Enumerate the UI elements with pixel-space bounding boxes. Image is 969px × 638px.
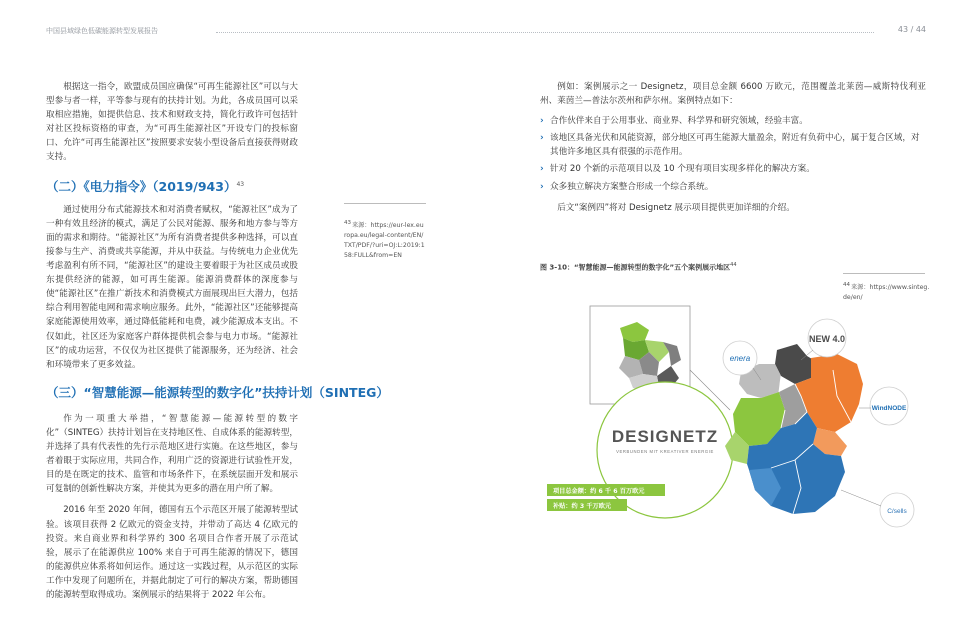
paragraph-case-four-reference: 后文“案例四”将对 Designetz 展示项目提供更加详细的介绍。 [557,202,795,213]
figure-source-note [843,273,933,303]
new40-logo: NEW 4.0 [808,334,846,344]
chevron-right-icon: › [540,133,544,144]
paragraph-sinteg-intro: 作为一项重大举措，“智慧能源—能源转型的数字化”（SINTEG）扶持计划旨在支持地区性、自成体系的能源转型，并选择了具有代表性的先行示范地区进行实施。在这些地区，参与者着眼于实际应用，共同合作，利用广泛的资源进行试验性开发，目的是在既定的技术、监管和市场条件下，在系统层面开发和展示可复制的创新性解决方案，并使其为更多的潜在用户所了解。 [46,413,298,495]
figure-footnote-ref: 44 [730,262,737,268]
list-item [540,162,926,176]
list-item-text: 针对 20 个新的示范项目以及 10 个现有项目实现多样化的解决方案。 [550,164,815,175]
c-sells-logo: C/sells [887,508,907,515]
figure-caption-text: 图 3-10：“智慧能源—能源转型的数字化”五个案例展示地区 [540,263,731,272]
feature-list [540,114,926,193]
header-divider [216,32,874,33]
footnote-text [344,218,426,261]
list-item-text: 该地区具备光伏和风能资源，部分地区可再生能源大量盈余，附近有负荷中心，属于复合区域，对其他许多地区具有很强的示范作用。 [550,133,920,158]
list-item-text: 众多独立解决方案整合形成一个综合系统。 [550,181,714,192]
region-new40 [775,344,817,384]
windnode-logo: WindNODE [871,405,907,412]
paragraph-energy-community: 通过使用分布式能源技术和对消费者赋权，“能源社区”成为了一种有效且经济的模式，满足了公民对能源、服务和地方参与等方面的需求和期待。“能源社区”为所有消费者提供多种选择，可以直接参与生产、消费或共享能源，并从中获益。与传统电力企业优先考虑盈利有所不同，“能源社区”的建设主要着眼于为社区成员或股东提供经济的能源，如可再生能源。能源消费群体的深度参与使“能源社区”在推广新技术和消费模式方面展现出巨大潜力，包括综合利用智能电网和需求响应服务。此外，“能源社区”还能够提高家庭能源使用效率，通过降低能耗和电费，减少能源成本支出。不仅如此，社区还为家庭客户群体提供机会参与电力市场。“能源社区”的成功运营，不仅仅为社区提供了能源服务，还为经济、社会和环境带来了更多效益。 [46,204,298,370]
footnote-number: 43 [344,220,351,226]
figure-source-number: 44 [843,282,850,288]
sinteg-regions-figure [545,300,933,532]
right-column [540,80,926,215]
chevron-right-icon: › [540,116,544,127]
footnote-source: 来源：https://eur-lex.europa.eu/legal-content/EN/TXT/PDF/?uri=OJ:L:2019:158:FULL&from=EN [344,222,425,260]
chevron-right-icon: › [540,181,544,192]
figure-source-divider [843,273,925,274]
designetz-tagline: VERBUNDEN MIT KREATIVER ENERGIE [616,449,714,454]
designetz-logo: DESIGNETZ [611,427,719,446]
section-heading-text: （二）《电力指令》（2019/943） [46,178,237,194]
germany-map-illustration [545,300,933,532]
subsidy-label: 补贴：约 3 千万欧元 [553,503,612,510]
list-item-text: 合作伙伴来自于公用事业、商业界、科学界和研究领域，经验丰富。 [550,116,808,127]
list-item [540,131,926,159]
footnote-sidebar [344,203,426,261]
running-header [46,26,926,40]
paragraph-directive: 根据这一指令，欧盟成员国应确保“可再生能源社区”可以与大型参与者一样，平等参与现有的扶持计划。为此，各成员国可以采取相应措施，如提供信息、技术和财政支持，简化行政许可包括针对社区投标资格的审查，为“可再生能源社区”开设专门的投标窗口、允许“可再生能源社区”按照要求安装小型设备后直接获得财政支持。 [46,82,298,163]
list-item [540,180,926,194]
paragraph-sinteg-results: 2016 年至 2020 年间，德国有五个示范区开展了能源转型试验。该项目获得 2 亿欧元的资金支持，并带动了高达 4 亿欧元的投资。来自商业界和科学界约 300 名项目合作者开展了示范试验，展示了在能源供应 100% 来自于可再生能源的情况下，德国的能源供应体系将如何运作。通过这一实践过程，从示范区的实际工作中发现了问题所在，并据此制定了可行的解决方案，帮助德国的能源转型取得成功。案例展示的结果将于 2022 年公布。 [46,505,298,600]
figure-source-url: 来源：https://www.sinteg.de/en/ [843,284,930,302]
chevron-right-icon: › [540,164,544,175]
page-number: 43 / 44 [897,25,926,34]
funding-total-label: 项目总金额：约 6 千 6 百万欧元 [553,488,645,495]
footnote-ref: 43 [236,180,245,188]
enera-logo: enera [729,354,751,363]
paragraph-designetz-example: 例如：案例展示之一 Designetz，项目总金额 6600 万欧元，范围覆盖北莱茵—威斯特伐利亚州、莱茵兰—普法尔茨州和萨尔州。案例特点如下： [540,82,926,107]
figure-caption [540,262,737,272]
report-title: 中国县域绿色低碳能源转型发展报告 [46,27,158,35]
section-heading-electricity-directive [46,177,298,195]
list-item [540,114,926,128]
section-heading-sinteg: （三）“智慧能源—能源转型的数字化”扶持计划（SINTEG） [46,384,389,400]
footnote-divider [344,203,426,204]
